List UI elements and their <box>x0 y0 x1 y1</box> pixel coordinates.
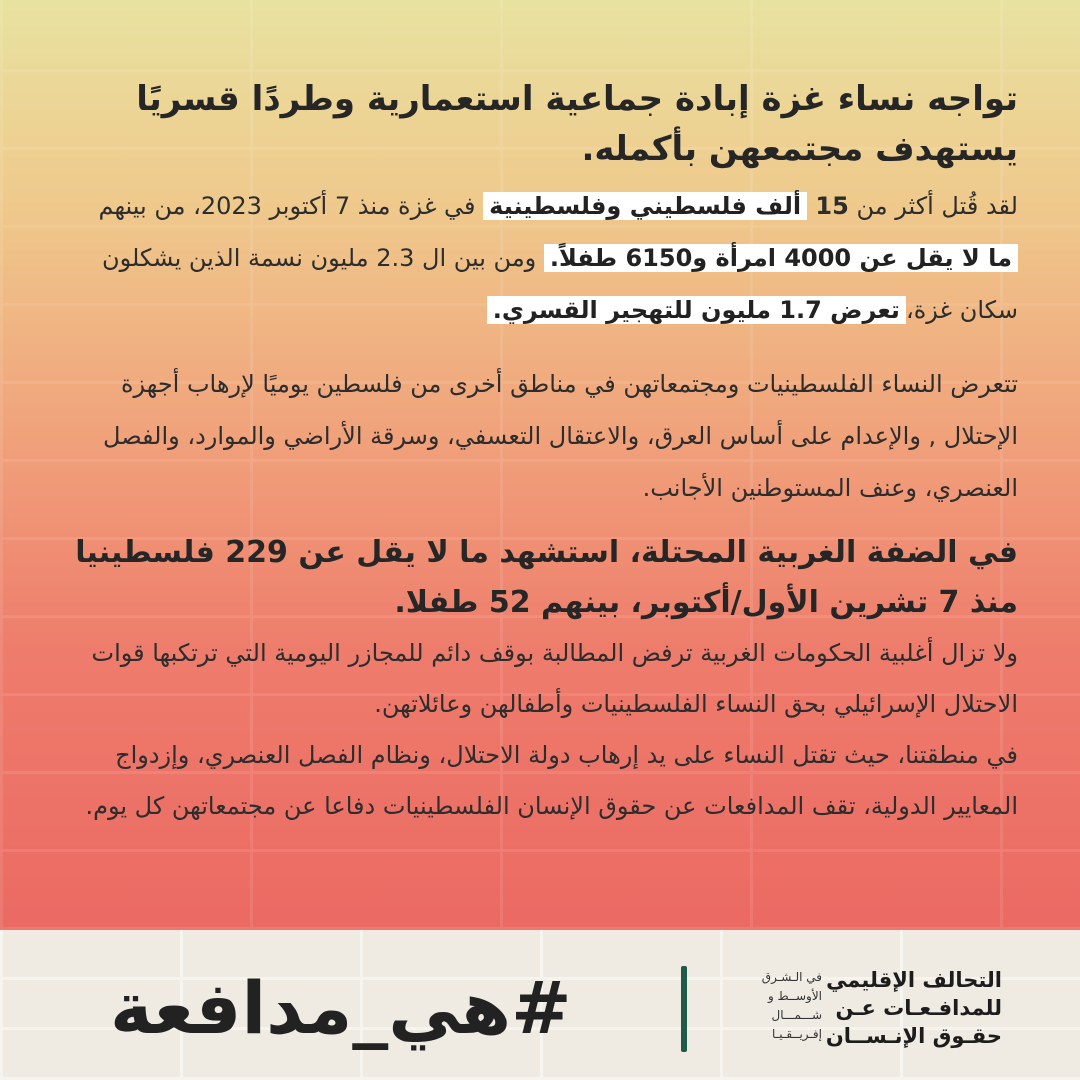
org-region <box>712 968 822 1044</box>
org-name-line-2: للمدافـعـات عـن <box>835 996 1002 1020</box>
poster-content <box>70 74 1018 832</box>
main-headline: تواجه نساء غزة إبادة جماعية استعمارية وطردًا قسريًا يستهدف مجتمعهن بأكمله. <box>136 79 1018 169</box>
campaign-hashtag: #هي_مدافعة <box>110 966 572 1050</box>
paragraph-western-governments: ولا تزال أغلبية الحكومات الغربية ترفض المطالبة بوقف دائم للمجازر اليومية التي ترتكبها قوات الاحتلال الإسرائيلي بحق النساء الفلسطينيات وأطفالهن وعائلاتهن. <box>91 639 1018 718</box>
footer-bar <box>0 930 1080 1080</box>
paragraph-gaza-stats <box>70 180 1018 336</box>
text-segment: في غزة منذ 7 أكتوبر 2023، من بينهم <box>98 192 484 220</box>
footer-divider <box>681 966 687 1052</box>
org-region-line-3: شـــمـــال <box>771 1008 822 1022</box>
org-region-line-2: الأوســط و <box>767 989 822 1003</box>
org-region-line-1: في الـشـرق <box>761 970 822 984</box>
text-number: 15 <box>807 192 849 220</box>
highlight-women-children: ما لا يقل عن 4000 امرأة و6150 طفلاً. <box>544 244 1018 272</box>
paragraph-defenders: في منطقتنا، حيث تقتل النساء على يد إرهاب دولة الاحتلال، ونظام الفصل العنصري، وإزدواج المعايير الدولية، تقف المدافعات عن حقوق الإنسان الفلسطينيات دفاعا عن مجتمعاتهن كل يوم. <box>85 741 1018 820</box>
west-bank-headline: في الضفة الغربية المحتلة، استشهد ما لا يقل عن 229 فلسطينيا منذ 7 تشرين الأول/أكتوبر، بينهم 52 طفلا. <box>75 535 1018 620</box>
highlight-displaced: تعرض 1.7 مليون للتهجير القسري. <box>487 296 906 324</box>
paragraph-other-regions: تتعرض النساء الفلسطينيات ومجتمعاتهن في مناطق أخرى من فلسطين يوميًا لإرهاب أجهزة الإحتلال , والإعدام على أساس العرق، والاعتقال التعسفي، وسرقة الأراضي والموارد، والفصل العنصري، وعنف المستوطنين الأجانب. <box>103 370 1018 502</box>
text-segment: ومن بين ال 2.3 مليون نسمة الذين يشكلون سكان غزة، <box>101 244 1018 324</box>
org-region-line-4: إفـريــقـيـا <box>772 1027 822 1041</box>
organization-logo <box>712 966 1002 1050</box>
org-name-line-1: التحالف الإقليمي <box>826 968 1002 992</box>
text-segment: لقد قُتل أكثر من <box>848 192 1018 220</box>
org-name-line-3: حقـوق الإنـســان <box>825 1024 1002 1048</box>
highlight-killed: ألف فلسطيني وفلسطينية <box>483 192 807 220</box>
